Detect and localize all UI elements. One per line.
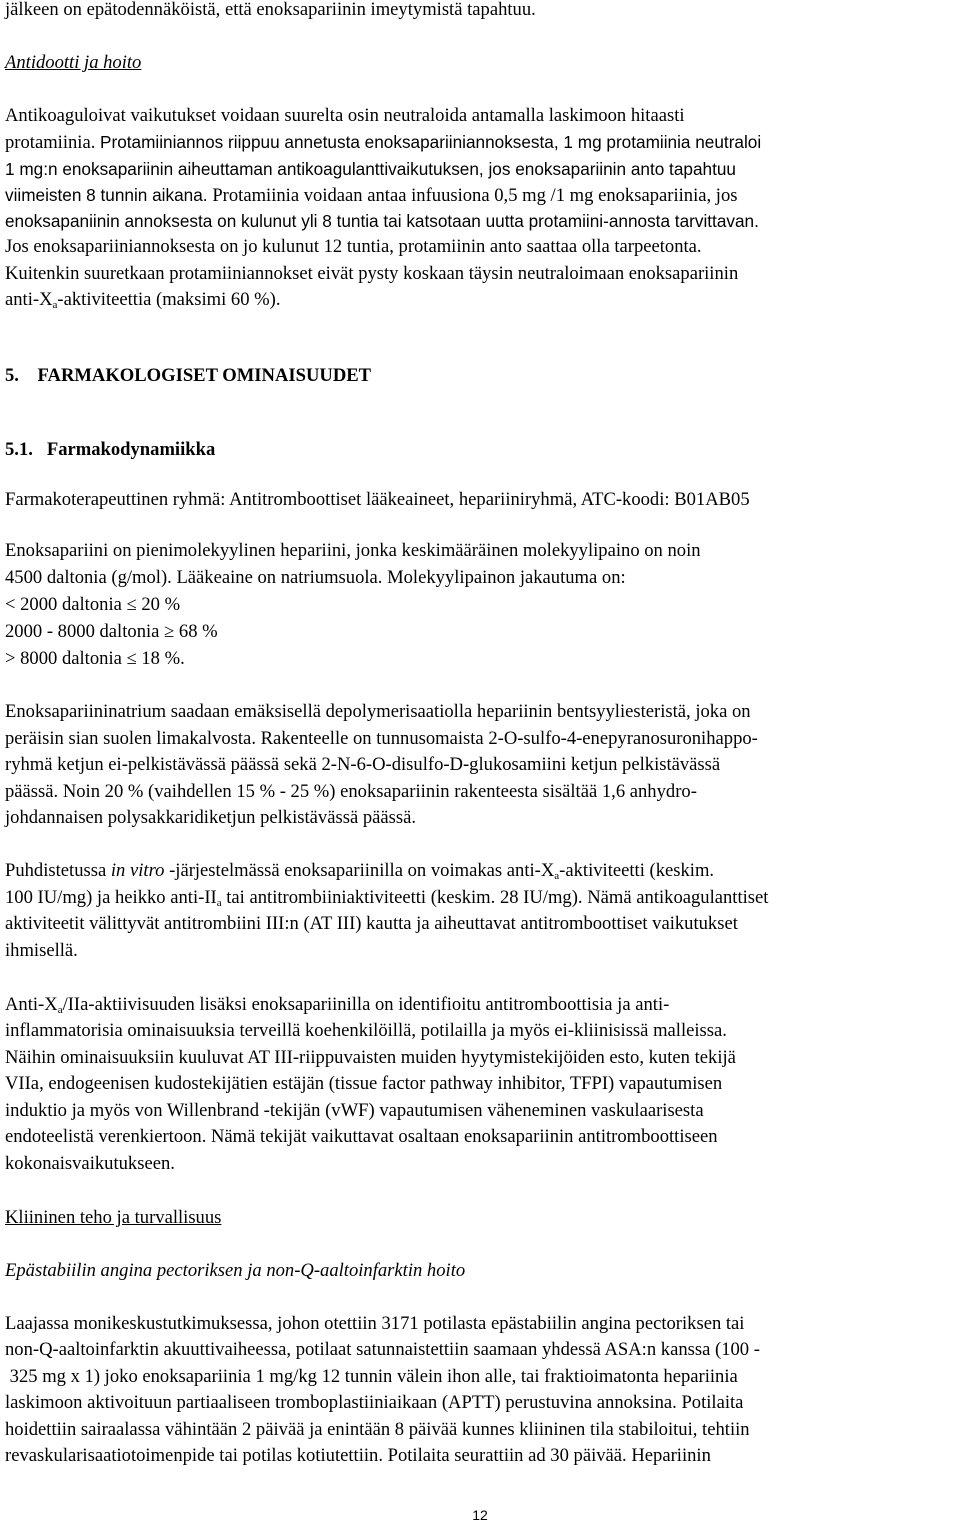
- text-line: inflammatorisia ominaisuuksia terveillä koehenkilöillä, potilailla ja myös ei-kliinisissä malleissa.: [5, 1020, 727, 1041]
- text-line: Laajassa monikeskustutkimuksessa, johon otettiin 3171 potilasta epästabiilin angina pectoriksen tai: [5, 1313, 745, 1334]
- text-line: 100 IU/mg) ja heikko anti-$II_a$ tai antitrombiiniaktiviteetti (keskim. 28 IU/mg). Nämä antikoagulanttiset: [5, 887, 769, 909]
- text-line: 1 mg:n enoksapariinin aiheuttaman antikoagulanttivaikutuksen, jos enoksapariinin anto tapahtuu: [5, 159, 736, 179]
- text-line: Anti-$X_a/IIa$-aktiivisuuden lisäksi enoksapariinilla on identifioitu antitromboottisia ja anti-: [5, 994, 670, 1016]
- text-line: Enoksapariininatrium saadaan emäksisellä depolymerisaatiolla hepariinin bentsyyliesteristä, joka on: [5, 701, 751, 722]
- text-line: enoksapaniinin annoksesta on kulunut yli 8 tuntia tai katsotaan uutta protamiini-annosta tarvittavan.: [5, 211, 759, 231]
- text-line: viimeisten 8 tunnin aikana. Protamiinia voidaan antaa infuusiona 0,5 mg /1 mg enoksapariinia, jos: [5, 185, 738, 206]
- heading-clinical: Kliininen teho ja turvallisuus: [5, 1207, 222, 1228]
- text-line: endoteelistä verenkiertoon. Nämä tekijät vaikuttavat osaltaan enoksapariinin antitromboottiseen: [5, 1126, 718, 1147]
- text-line: hoidettiin sairaalassa vähintään 2 päivää ja enintään 8 päivää kunnes kliininen tila stabiloitui, tehtiin: [5, 1419, 750, 1440]
- text-line: ihmisellä.: [5, 940, 78, 961]
- text-line: aktiviteetit välittyvät antitrombiini III:n (AT III) kautta ja aiheuttavat antitromboottiset vaikutukset: [5, 913, 738, 934]
- heading-angina: Epästabiilin angina pectoriksen ja non-Q-aaltoinfarktin hoito: [5, 1260, 466, 1281]
- text-line: 325 mg x 1) joko enoksapariinia 1 mg/kg 12 tunnin välein ihon alle, tai fraktioimatonta hepariinia: [5, 1366, 738, 1387]
- text-line: johdannaisen polysakkaridiketjun pelkistävässä päässä.: [5, 807, 417, 828]
- page-number: 12: [472, 1507, 488, 1523]
- text-line: Puhdistetussa in vitro -järjestelmässä enoksapariinilla on voimakas anti-$X_a$-aktiviteetti (keskim.: [5, 860, 715, 882]
- text-line: Antikoaguloivat vaikutukset voidaan suurelta osin neutraloida antamalla laskimoon hitaasti: [5, 105, 685, 126]
- text-line: Jos enoksapariiniannoksesta on jo kulunut 12 tuntia, protamiinin anto saattaa olla tarpeetonta.: [5, 236, 702, 257]
- text-line: anti-$X_a$-aktiviteettia (maksimi 60 %).: [5, 289, 281, 311]
- text-line: < 2000 daltonia ≤ 20 %: [5, 594, 181, 615]
- text-line: Farmakoterapeuttinen ryhmä: Antitromboottiset lääkeaineet, hepariiniryhmä, ATC-koodi: B01AB05: [5, 489, 750, 510]
- text-line: protamiinia. Protamiiniannos riippuu annetusta enoksapariiniannoksesta, 1 mg protamiinia neutraloi: [5, 132, 762, 153]
- text-line: Kuitenkin suuretkaan protamiiniannokset eivät pysty koskaan täysin neutraloimaan enoksapariinin: [5, 263, 739, 284]
- heading-antidote: Antidootti ja hoito: [5, 52, 142, 73]
- text-line: induktio ja myös von Willenbrand -tekijän (vWF) vapautumisen väheneminen vaskulaarisesta: [5, 1100, 704, 1121]
- text-line: peräisin sian suolen limakalvosta. Rakenteelle on tunnusomaista 2-O-sulfo-4-enepyranosuronihappo-: [5, 728, 758, 749]
- text-line: > 8000 daltonia ≤ 18 %.: [5, 648, 185, 669]
- text-line: non-Q-aaltoinfarktin akuuttivaiheessa, potilaat satunnaistettiin saamaan yhdessä ASA:n kanssa (100 -: [5, 1339, 760, 1360]
- text-line: revaskularisaatiotoimenpide tai potilas kotiutettiin. Potilaita seurattiin ad 30 päivää. Hepariinin: [5, 1445, 711, 1466]
- text-line: ryhmä ketjun ei-pelkistävässä päässä sekä 2-N-6-O-disulfo-D-glukosamiini ketjun pelkistävässä: [5, 754, 721, 775]
- section-heading-5: 5. FARMAKOLOGISET OMINAISUUDET: [5, 365, 372, 386]
- text-line: kokonaisvaikutukseen.: [5, 1153, 175, 1174]
- text-line: Näihin ominaisuuksiin kuuluvat AT III-riippuvaisten muiden hyytymistekijöiden esto, kuten tekijä: [5, 1047, 736, 1068]
- section-heading-5-1: 5.1. Farmakodynamiikka: [5, 439, 216, 460]
- text-line: VIIa, endogeenisen kudostekijätien estäjän (tissue factor pathway inhibitor, TFPI) vapautumisen: [5, 1073, 723, 1094]
- text-line: jälkeen on epätodennäköistä, että enoksapariinin imeytymistä tapahtuu.: [5, 0, 536, 20]
- text-line: Enoksapariini on pienimolekyylinen hepariini, jonka keskimääräinen molekyylipaino on noin: [5, 540, 701, 561]
- text-line: 4500 daltonia (g/mol). Lääkeaine on natriumsuola. Molekyylipainon jakautuma on:: [5, 567, 626, 588]
- text-line: laskimoon aktivoituun partiaaliseen tromboplastiiniaikaan (APTT) perustuvina annoksina. Potilaita: [5, 1392, 744, 1413]
- text-line: 2000 - 8000 daltonia ≥ 68 %: [5, 621, 218, 642]
- text-line: päässä. Noin 20 % (vaihdellen 15 % - 25 %) enoksapariinin rakenteesta sisältää 1,6 anhydro-: [5, 781, 697, 802]
